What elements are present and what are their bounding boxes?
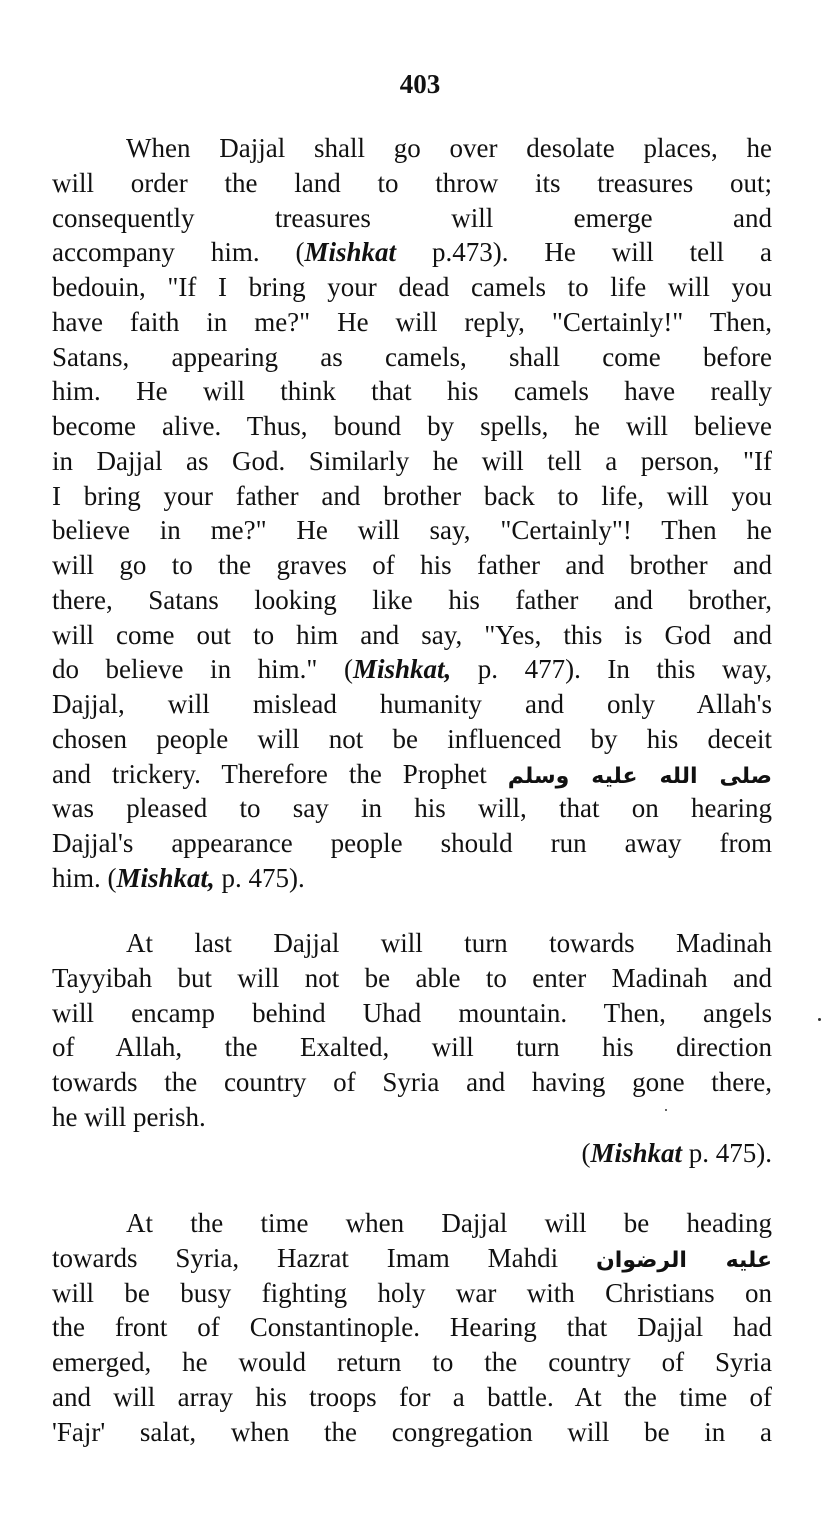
text-line: will come out to him and say, "Yes, this is God and bbox=[52, 619, 772, 650]
text-line: there, Satans looking like his father and brother, bbox=[52, 584, 772, 615]
text-line: will order the land to throw its treasures out; bbox=[52, 167, 772, 198]
text-line: towards the country of Syria and having gone there, bbox=[52, 1067, 772, 1097]
text-line: him. He will think that his camels have really bbox=[52, 376, 772, 407]
text-line: him. (Mishkat, p. 475). bbox=[52, 862, 305, 893]
page-number: 403 bbox=[399, 69, 441, 99]
text-line: emerged, he would return to the country of Syria bbox=[52, 1347, 772, 1377]
text-line: of Allah, the Exalted, will turn his direction bbox=[52, 1032, 772, 1063]
paragraph-imam-mahdi bbox=[52, 1206, 772, 1449]
text-line: consequently treasures will emerge and bbox=[52, 202, 772, 233]
text-line: he will perish. bbox=[52, 1101, 206, 1132]
scan-speck bbox=[665, 1109, 667, 1111]
citation-title: Mishkat, bbox=[116, 862, 215, 893]
text-line: the front of Constantinople. Hearing that Dajjal had bbox=[52, 1312, 772, 1343]
text-line: and trickery. Therefore the Prophet صلى الله عليه وسلم bbox=[52, 758, 772, 789]
text-line: have faith in me?" He will reply, "Certainly!" Then, bbox=[52, 306, 772, 337]
arabic-honorific: عليه الرضوان bbox=[596, 1247, 772, 1273]
text-line: Tayyibah but will not be able to enter Madinah and bbox=[52, 962, 772, 993]
text-line: accompany him. (Mishkat p.473). He will tell a bbox=[52, 237, 773, 268]
text-line: in Dajjal as God. Similarly he will tell a person, "If bbox=[52, 445, 772, 476]
text-line: Dajjal, will mislead humanity and only Allah's bbox=[52, 689, 772, 719]
paragraph-dajjal-madinah bbox=[52, 926, 772, 1135]
text-line: will go to the graves of his father and brother and bbox=[52, 550, 772, 580]
text-line: When Dajjal shall go over desolate places, he bbox=[126, 133, 772, 163]
text-line: will be busy fighting holy war with Christians on bbox=[52, 1277, 772, 1308]
citation-title: Mishkat bbox=[304, 237, 397, 268]
paragraph-dajjal-treasures bbox=[52, 131, 772, 896]
text-line: believe in me?" He will say, "Certainly"! Then he bbox=[52, 515, 772, 546]
citation-title: Mishkat bbox=[590, 1138, 682, 1168]
text-line: do believe in him." (Mishkat, p. 477). In this way, bbox=[52, 654, 772, 685]
scan-speck bbox=[818, 1018, 821, 1021]
text-line: bedouin, "If I bring your dead camels to life will you bbox=[52, 272, 772, 302]
text-line: will encamp behind Uhad mountain. Then, angels bbox=[52, 997, 772, 1028]
text-line: Satans, appearing as camels, shall come before bbox=[52, 341, 772, 372]
text-line: and will array his troops for a battle. At the time of bbox=[52, 1381, 772, 1412]
arabic-honorific: صلى الله عليه وسلم bbox=[507, 763, 772, 789]
text-line: chosen people will not be influenced by his deceit bbox=[52, 723, 772, 754]
text-line: towards Syria, Hazrat Imam Mahdi عليه الرضوان bbox=[52, 1242, 772, 1273]
text-line: was pleased to say in his will, that on hearing bbox=[52, 793, 772, 824]
text-line: At last Dajjal will turn towards Madinah bbox=[126, 928, 772, 958]
text-line: At the time when Dajjal will be heading bbox=[126, 1208, 772, 1238]
citation-title: Mishkat, bbox=[352, 654, 452, 685]
text-line: Dajjal's appearance people should run away from bbox=[52, 828, 772, 858]
text-line: I bring your father and brother back to life, will you bbox=[52, 480, 772, 511]
text-line: 'Fajr' salat, when the congregation will be in a bbox=[52, 1416, 772, 1447]
mishkat-reference: (Mishkat p. 475). bbox=[581, 1138, 772, 1168]
text-line: become alive. Thus, bound by spells, he will believe bbox=[52, 411, 772, 441]
